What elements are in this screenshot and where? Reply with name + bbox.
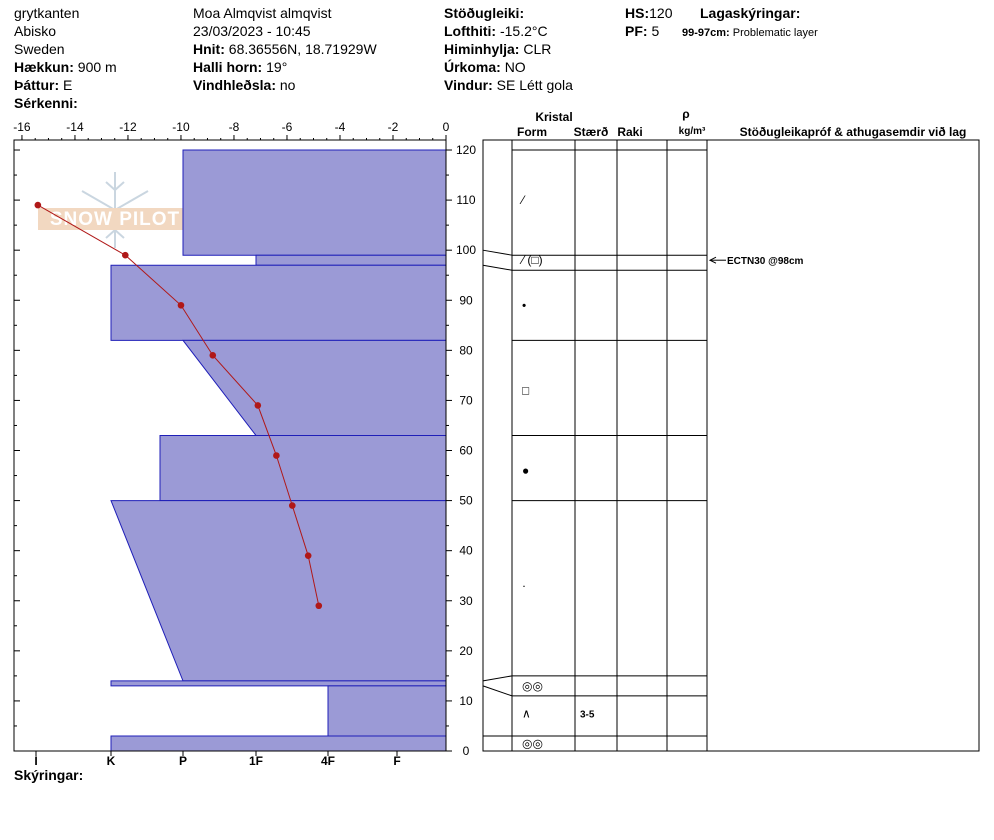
location: grytkanten xyxy=(14,5,80,21)
hardness-layer-bar xyxy=(111,681,446,686)
sky-value: CLR xyxy=(523,41,552,57)
temp-tick-label: -2 xyxy=(387,120,399,134)
temp-point xyxy=(209,352,216,359)
col-moisture: Raki xyxy=(617,125,643,139)
col-tests: Stöðugleikapróf & athugasemdir við lag xyxy=(739,125,967,139)
hardness-tick-label: K xyxy=(106,754,116,768)
depth-tick-label: 50 xyxy=(459,493,473,508)
aspect-value: E xyxy=(63,77,73,93)
aspect-row: Þáttur: E xyxy=(14,77,73,93)
datetime: 23/03/2023 - 10:45 xyxy=(193,23,311,39)
depth-tick-label: 100 xyxy=(455,243,477,258)
hardness-layer-bar xyxy=(183,340,446,435)
temp-tick-label: -10 xyxy=(172,120,190,134)
temp-point xyxy=(178,302,185,309)
country: Sweden xyxy=(14,41,65,57)
hardness-profile xyxy=(111,150,446,751)
crystal-form: ● xyxy=(522,463,530,478)
hs-row: HS:120 xyxy=(625,5,673,21)
hardness-tick-label: 1F xyxy=(248,754,264,768)
temp-point xyxy=(305,552,312,559)
hardness-tick-label: 4F xyxy=(320,754,336,768)
layer-notes-label: Lagaskýringar: xyxy=(700,5,801,21)
temp-tick-label: -16 xyxy=(13,120,31,134)
wind-row: Vindur: SE Létt gola xyxy=(444,77,573,93)
crystal-form: ⁄ (□) xyxy=(522,253,543,268)
depth-tick-label: 60 xyxy=(459,443,473,458)
depth-tick-label: 70 xyxy=(459,393,473,408)
legend-label: Skýringar: xyxy=(14,767,84,783)
temp-point xyxy=(289,502,296,509)
hardness-tick-label: P xyxy=(178,754,188,768)
precip-row: Úrkoma: NO xyxy=(444,59,526,75)
watermark-text: SNOW PILOT xyxy=(49,209,181,230)
layer-connector xyxy=(483,250,512,255)
crystal-size: 3-5 xyxy=(580,709,595,721)
temp-point xyxy=(35,202,42,209)
depth-tick-label: 20 xyxy=(459,643,473,658)
temp-tick-label: 0 xyxy=(442,120,450,134)
wind-loading-value: no xyxy=(279,77,296,93)
temp-tick-label: -12 xyxy=(119,120,137,134)
precip-value: NO xyxy=(504,59,526,75)
elevation-value: 900 m xyxy=(77,59,117,75)
crystal-form: ◎◎ xyxy=(522,678,543,693)
col-size: Stærð xyxy=(573,125,609,139)
crystal-form: □ xyxy=(522,383,530,398)
col-density-unit: kg/m³ xyxy=(678,126,706,137)
temp-point xyxy=(122,252,129,259)
stability-test-result: ECTN30 @98cm xyxy=(727,256,804,268)
depth-tick-label: 10 xyxy=(459,693,473,708)
stability-row: Stöðugleiki: xyxy=(444,5,525,21)
layer-note-depth: 99-97cm: xyxy=(682,27,730,39)
wind-loading-row: Vindhleðsla: no xyxy=(193,77,296,93)
temp-point xyxy=(255,402,262,409)
coords-value: 68.36556N, 18.71929W xyxy=(228,41,377,57)
coords-row: Hnit: 68.36556N, 18.71929W xyxy=(193,41,377,57)
wind-value: SE Létt gola xyxy=(496,77,573,93)
depth-tick-label: 80 xyxy=(459,343,473,358)
layer-description-table xyxy=(483,107,979,751)
depth-tick-label: 0 xyxy=(462,744,470,758)
crystal-form: • xyxy=(522,298,527,313)
crystal-form: ⁄ xyxy=(522,193,525,208)
table-frame xyxy=(483,140,979,751)
depth-tick-label: 30 xyxy=(459,593,473,608)
layer-note-text: Problematic layer xyxy=(732,27,818,39)
layer-connector xyxy=(483,676,512,681)
air-temp-row: Lofthiti: -15.2°C xyxy=(444,23,548,39)
depth-tick-label: 120 xyxy=(455,143,477,158)
crystal-form: ◎◎ xyxy=(522,736,543,751)
features-row: Sérkenni: xyxy=(14,95,78,111)
temp-tick-label: -14 xyxy=(66,120,84,134)
depth-tick-label: 90 xyxy=(459,293,473,308)
hardness-layer-bar xyxy=(111,736,446,751)
observer: Moa Almqvist almqvist xyxy=(193,5,332,21)
hardness-layer-bar xyxy=(183,150,446,255)
sky-row: Himinhylja: CLR xyxy=(444,41,552,57)
temp-tick-label: -6 xyxy=(281,120,293,134)
hardness-tick-label: F xyxy=(393,754,401,768)
pf-row: PF: 5 xyxy=(625,23,660,39)
layer-connector xyxy=(483,265,512,270)
crystal-form: ∧ xyxy=(522,706,531,721)
hs-value: 120 xyxy=(649,5,673,21)
region: Abisko xyxy=(14,23,57,39)
crystal-form: · xyxy=(522,578,526,593)
slope-value: 19° xyxy=(266,59,288,75)
hardness-layer-bar xyxy=(111,265,446,340)
layer-connector xyxy=(483,686,512,696)
temp-point xyxy=(315,602,322,609)
col-form: Form xyxy=(517,125,547,139)
pf-value: 5 xyxy=(651,23,660,39)
air-temp-value: -15.2°C xyxy=(499,23,548,39)
hardness-tick-label: I xyxy=(34,754,38,768)
depth-tick-label: 110 xyxy=(456,193,476,208)
hardness-layer-bar xyxy=(256,255,446,265)
temp-tick-label: -4 xyxy=(334,120,346,134)
temp-point xyxy=(273,452,280,459)
hardness-layer-bar xyxy=(111,501,446,681)
hardness-layer-bar xyxy=(328,686,446,736)
col-kristal: Kristal xyxy=(535,110,573,124)
elevation-row: Hækkun: 900 m xyxy=(14,59,117,75)
slope-row: Halli horn: 19° xyxy=(193,59,288,75)
hardness-layer-bar xyxy=(160,435,446,500)
depth-tick-label: 40 xyxy=(459,543,473,558)
temp-tick-label: -8 xyxy=(228,120,240,134)
snowpilot-watermark xyxy=(38,172,192,248)
col-rho: ρ xyxy=(682,107,690,121)
